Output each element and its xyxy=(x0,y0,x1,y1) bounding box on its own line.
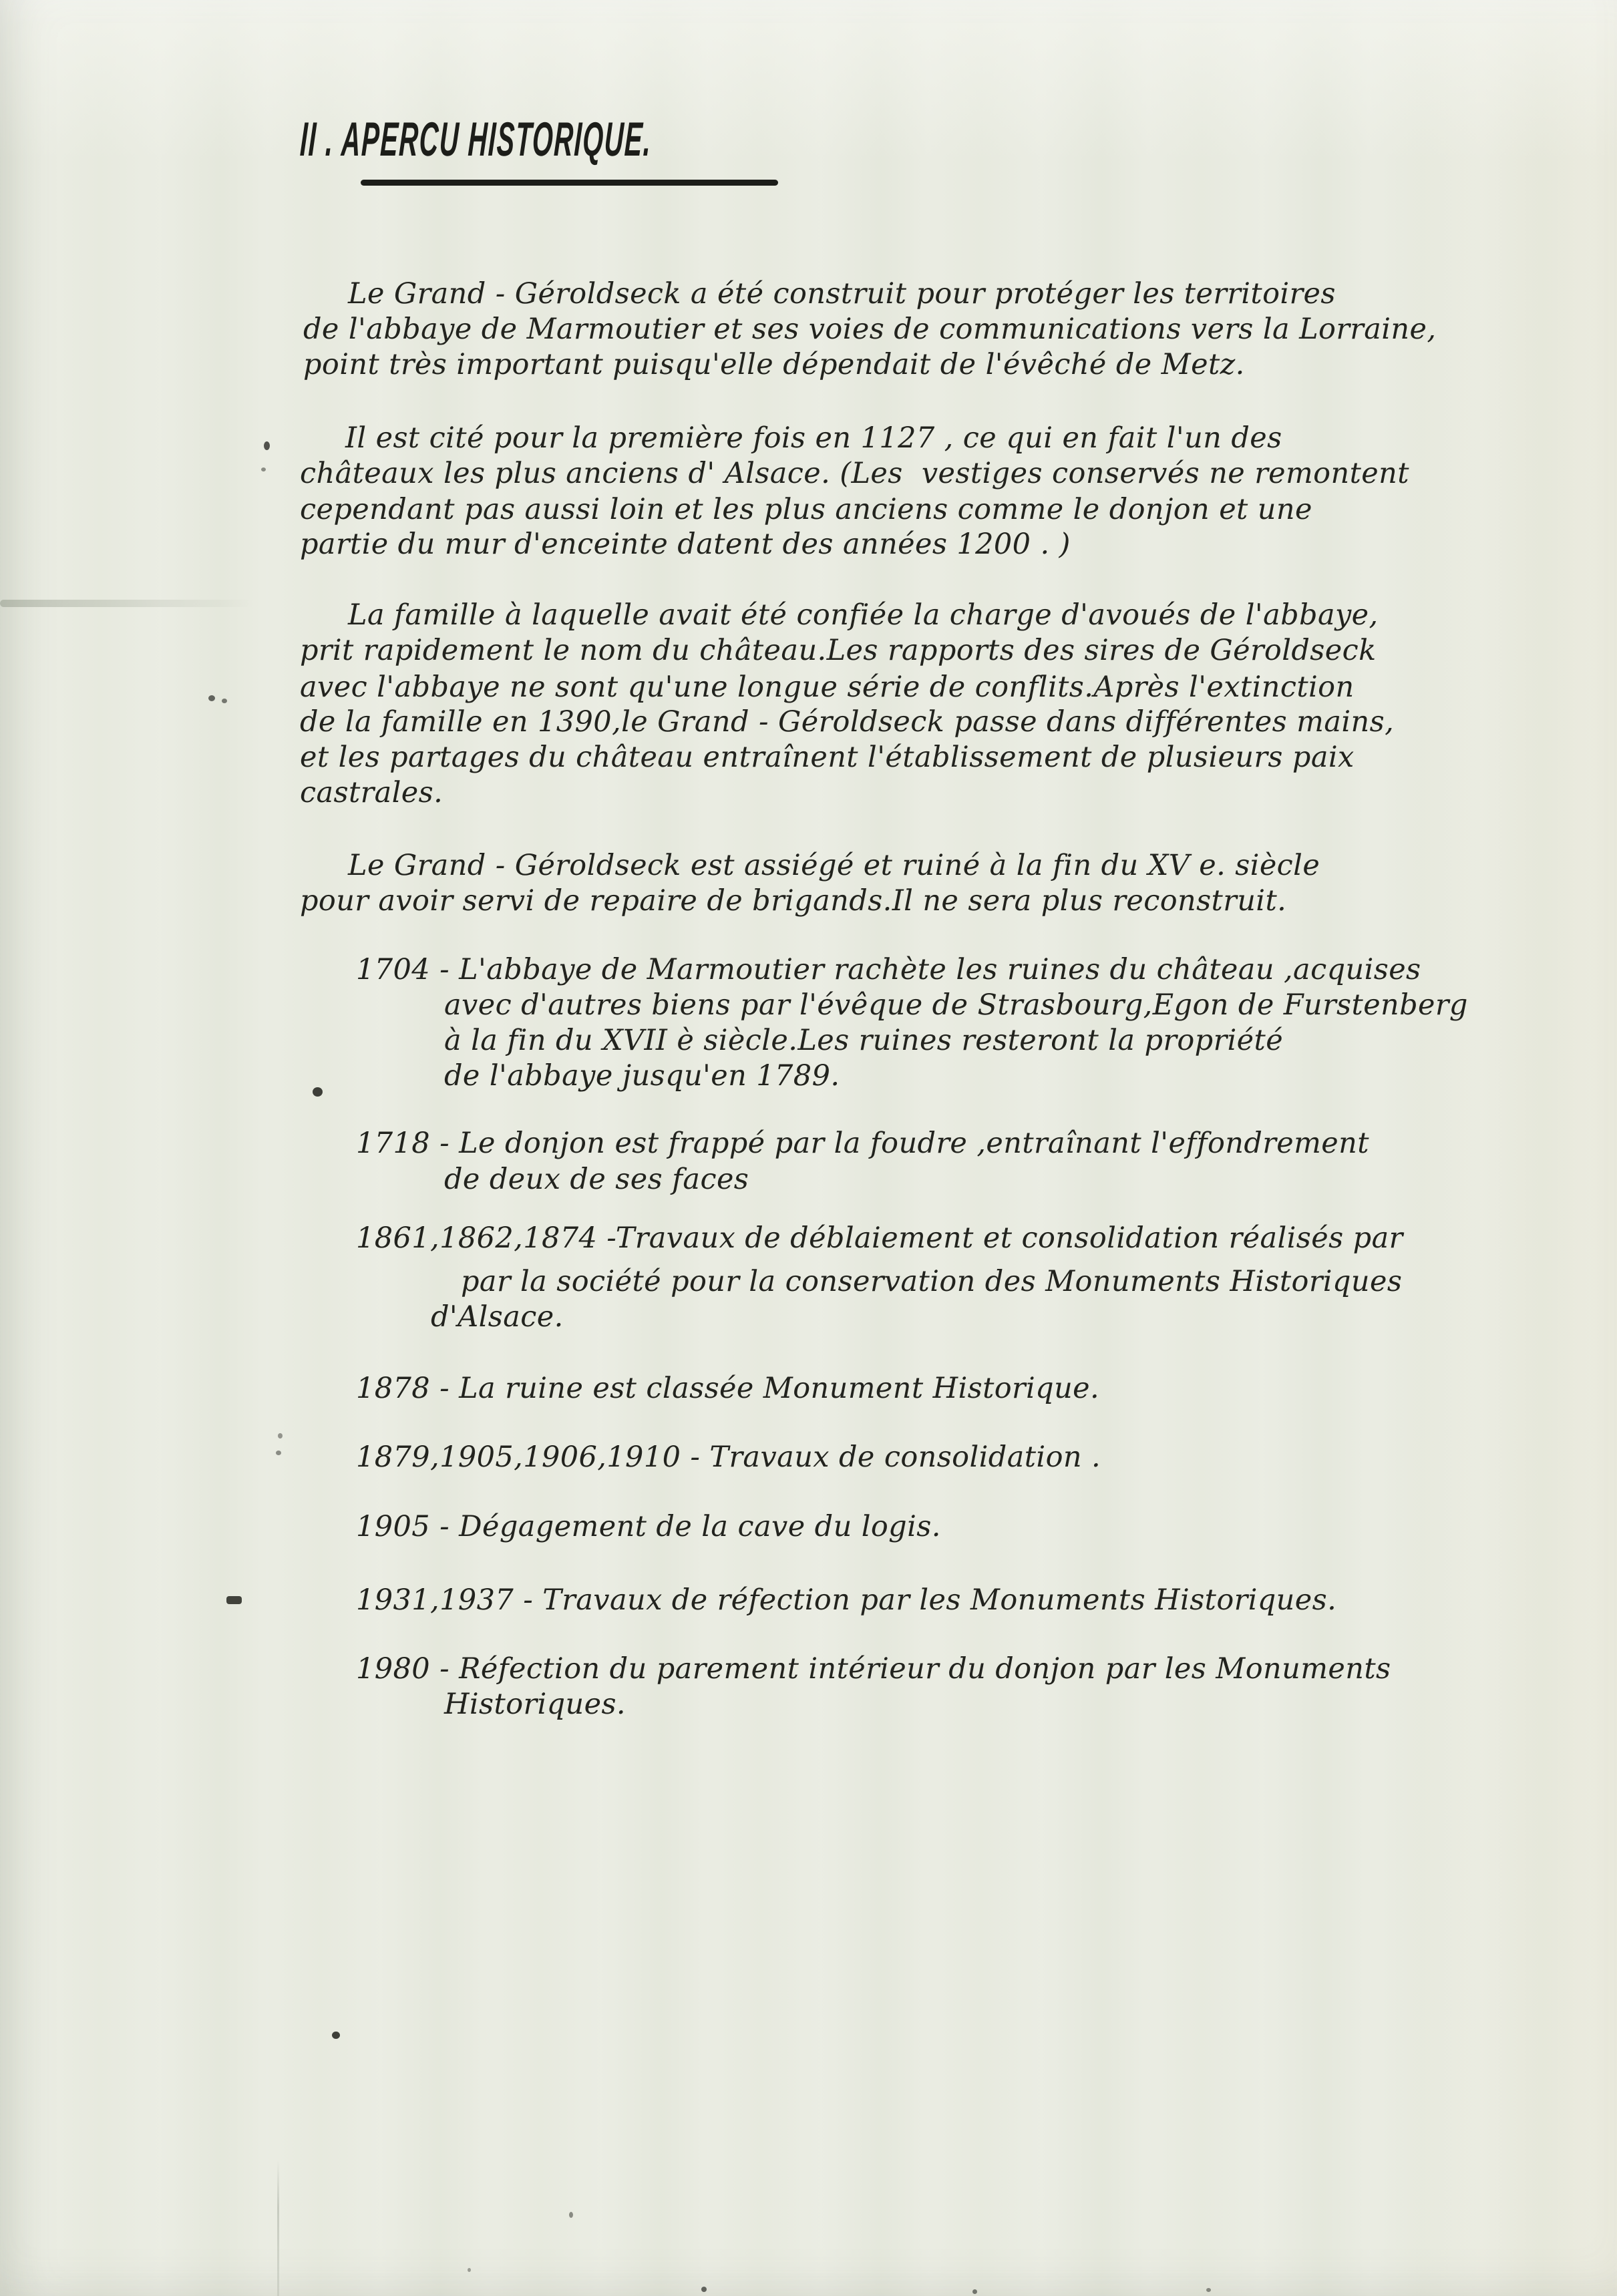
text-line: Historiques. xyxy=(444,1688,626,1721)
ink-speck xyxy=(261,467,266,471)
ink-speck xyxy=(222,699,227,703)
title-underline xyxy=(361,180,778,186)
ink-speck xyxy=(1206,2288,1211,2292)
text-line: 1704 - L'abbaye de Marmoutier rachète les ruines du château ,acquises xyxy=(356,953,1421,986)
text-line: par la société pour la conservation des Monuments Historiques xyxy=(461,1265,1403,1298)
ink-speck xyxy=(208,695,215,701)
text-line: 1980 - Réfection du parement intérieur du donjon par les Monuments xyxy=(356,1652,1391,1686)
text-line: 1718 - Le donjon est frappé par la foudre ,entraînant l'effondrement xyxy=(356,1127,1369,1160)
text-line: 1861,1862,1874 -Travaux de déblaiement et consolidation réalisés par xyxy=(356,1221,1403,1255)
ink-speck xyxy=(278,1433,283,1439)
text-line: de l'abbaye jusqu'en 1789. xyxy=(444,1059,840,1093)
ink-speck xyxy=(701,2287,707,2292)
text-line: Le Grand - Géroldseck a été construit pour protéger les territoires xyxy=(348,277,1336,311)
text-line: à la fin du XVII è siècle.Les ruines resteront la propriété xyxy=(444,1024,1284,1057)
text-line: cependant pas aussi loin et les plus anciens comme le donjon et une xyxy=(300,493,1312,526)
ink-speck xyxy=(468,2268,471,2272)
ink-speck xyxy=(226,1596,242,1604)
ink-speck xyxy=(264,441,270,450)
ink-speck xyxy=(332,2032,340,2039)
text-line: 1879,1905,1906,1910 - Travaux de consolidation . xyxy=(356,1441,1101,1474)
ink-speck xyxy=(276,1451,281,1455)
text-line: partie du mur d'enceinte datent des années 1200 . ) xyxy=(300,528,1071,561)
page-title: II . APERCU HISTORIQUE. xyxy=(299,113,653,166)
text-line: Il est cité pour la première fois en 1127 , ce qui en fait l'un des xyxy=(345,421,1282,455)
text-line: prit rapidement le nom du château.Les rapports des sires de Géroldseck xyxy=(300,634,1377,667)
text-line: Le Grand - Géroldseck est assiégé et ruiné à la fin du XV e. siècle xyxy=(348,849,1320,882)
scan-streak xyxy=(0,600,254,607)
text-line: avec d'autres biens par l'évêque de Strasbourg,Egon de Furstenberg xyxy=(444,988,1468,1022)
text-line: 1878 - La ruine est classée Monument Historique. xyxy=(356,1372,1100,1405)
paper-fold-line xyxy=(277,2160,279,2296)
ink-speck xyxy=(972,2289,977,2294)
text-line: d'Alsace. xyxy=(431,1300,564,1334)
text-line: point très important puisqu'elle dépendait de l'évêché de Metz. xyxy=(303,348,1245,381)
text-line: châteaux les plus anciens d' Alsace. (Les vestiges conservés ne remontent xyxy=(300,457,1409,490)
text-line: La famille à laquelle avait été confiée la charge d'avoués de l'abbaye, xyxy=(348,598,1379,632)
text-line: 1931,1937 - Travaux de réfection par les Monuments Historiques. xyxy=(356,1583,1337,1617)
text-line: avec l'abbaye ne sont qu'une longue série de conflits.Après l'extinction xyxy=(300,671,1355,704)
text-line: de la famille en 1390,le Grand - Géroldseck passe dans différentes mains, xyxy=(300,705,1395,739)
ink-speck xyxy=(569,2212,573,2218)
text-line: de deux de ses faces xyxy=(444,1163,749,1196)
text-line: de l'abbaye de Marmoutier et ses voies de communications vers la Lorraine, xyxy=(303,313,1437,346)
ink-speck xyxy=(313,1087,323,1097)
text-line: pour avoir servi de repaire de brigands.Il ne sera plus reconstruit. xyxy=(300,884,1287,918)
text-line: 1905 - Dégagement de la cave du logis. xyxy=(356,1510,941,1543)
text-line: et les partages du château entraînent l'établissement de plusieurs paix xyxy=(300,741,1355,774)
text-line: castrales. xyxy=(300,776,443,809)
